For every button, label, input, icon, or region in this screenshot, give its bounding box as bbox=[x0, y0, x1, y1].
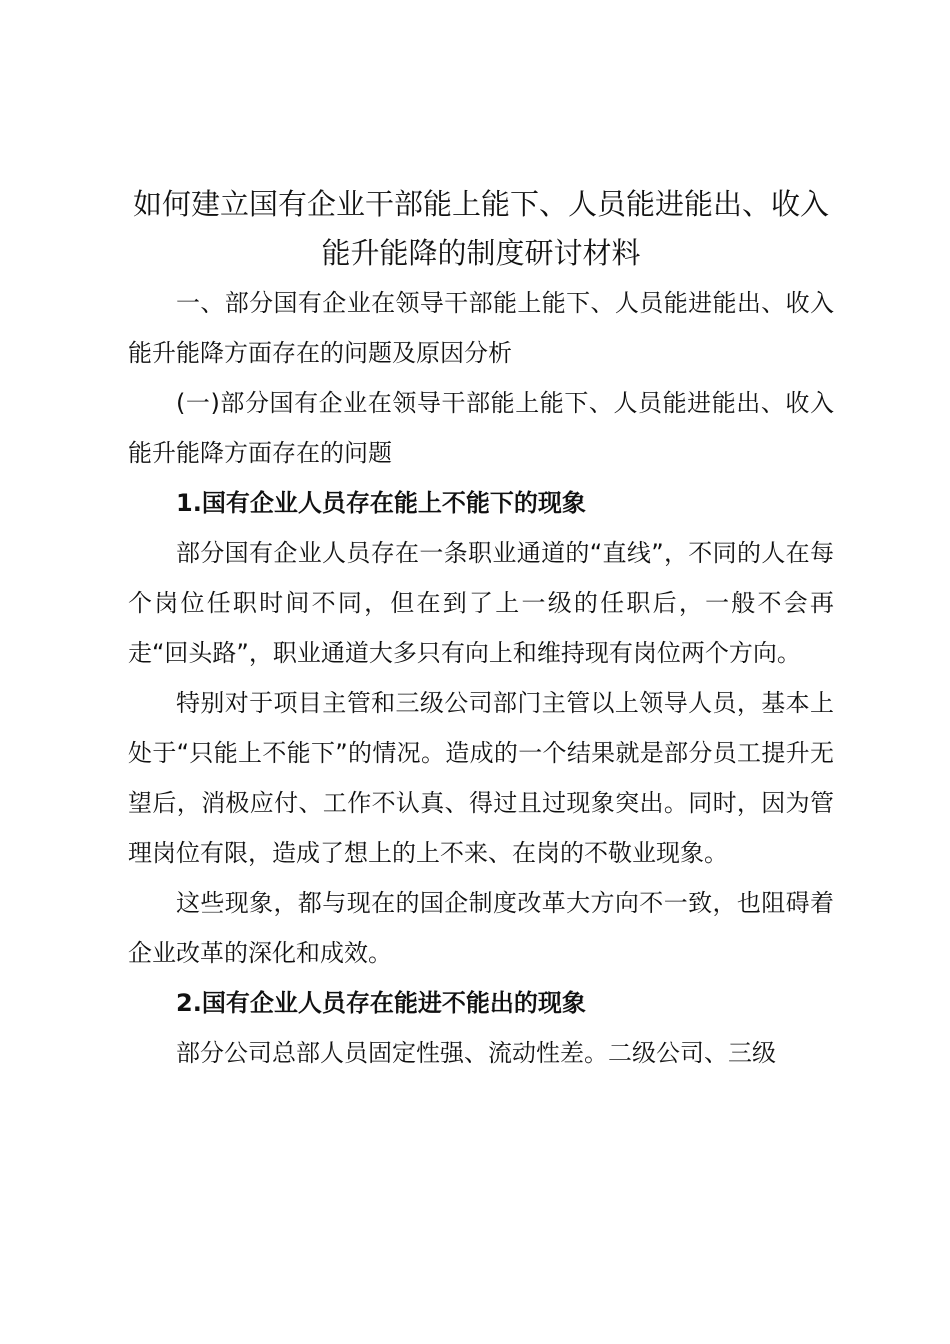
point-heading-2: 2.国有企业人员存在能进不能出的现象 bbox=[176, 989, 586, 1017]
body-paragraph: 这些现象，都与现在的国企制度改革大方向不一致，也阻碍着企业改革的深化和成效。 bbox=[128, 889, 834, 967]
title-line-2: 能升能降的制度研讨材料 bbox=[321, 236, 641, 270]
document-body bbox=[128, 180, 834, 1078]
body-paragraph: 部分国有企业人员存在一条职业通道的“直线”，不同的人在每个岗位任职时间不同，但在到了上一级的任职后，一般不会再走“回头路”，职业通道大多只有向上和维持现有岗位两个方向。 bbox=[128, 539, 834, 667]
section-heading: 一、部分国有企业在领导干部能上能下、人员能进能出、收入能升能降方面存在的问题及原因分析 bbox=[128, 289, 834, 367]
point-heading-1: 1.国有企业人员存在能上不能下的现象 bbox=[176, 489, 586, 517]
body-paragraph: 部分公司总部人员固定性强、流动性差。二级公司、三级 bbox=[176, 1039, 776, 1067]
subsection-heading: (一)部分国有企业在领导干部能上能下、人员能进能出、收入能升能降方面存在的问题 bbox=[128, 389, 834, 467]
title-line-1: 如何建立国有企业干部能上能下、人员能进能出、收入 bbox=[132, 187, 829, 221]
document-title bbox=[112, 180, 850, 278]
body-paragraph: 特别对于项目主管和三级公司部门主管以上领导人员，基本上处于“只能上不能下”的情况。造成的一个结果就是部分员工提升无望后，消极应付、工作不认真、得过且过现象突出。同时，因为管理岗位有限，造成了想上的上不来、在岗的不敬业现象。 bbox=[128, 689, 834, 867]
